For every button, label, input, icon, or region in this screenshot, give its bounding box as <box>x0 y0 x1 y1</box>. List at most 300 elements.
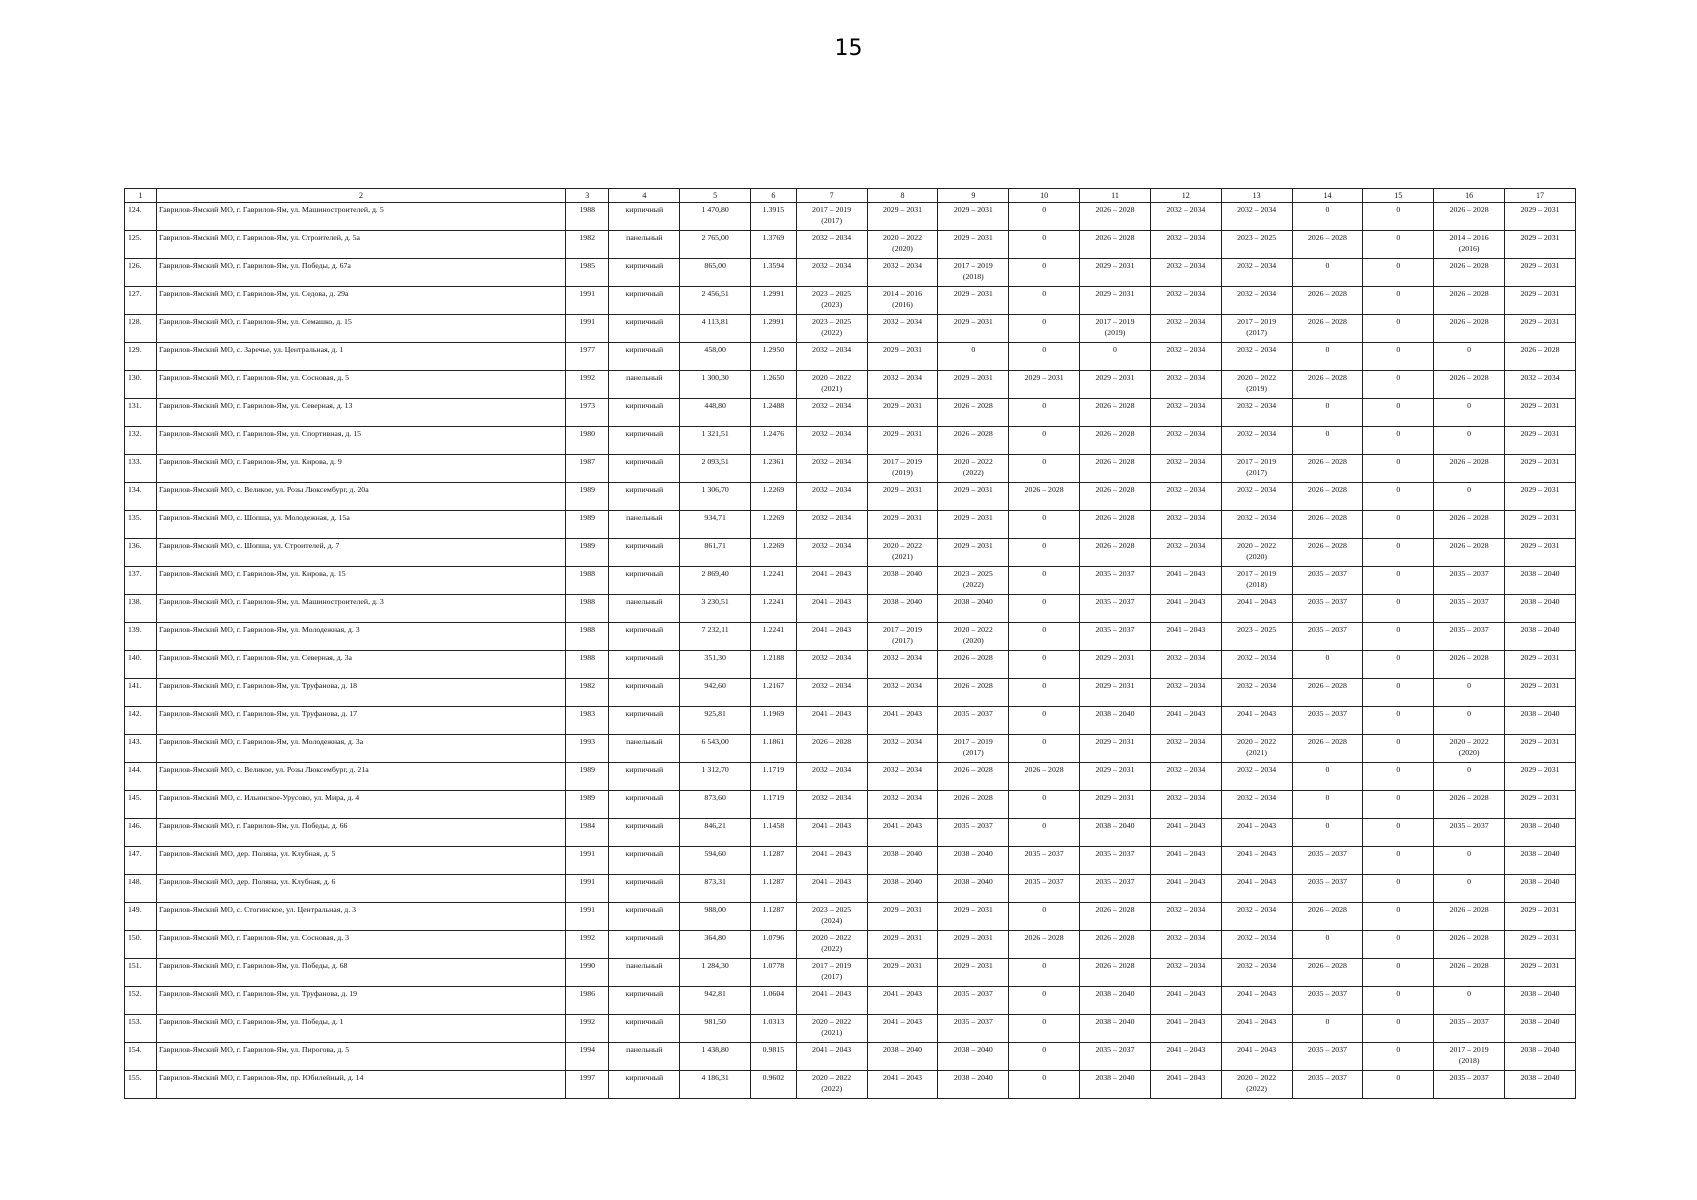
table-row <box>125 1043 1576 1071</box>
cell-col-7 <box>796 231 867 259</box>
cell-col-11 <box>1080 511 1151 539</box>
period-value: 2032 – 2034 <box>1520 373 1560 382</box>
period-value: 2017 – 2019 <box>883 625 922 634</box>
cell-col-16 <box>1434 511 1505 539</box>
cell-col-2: Гаврилов-Ямский МО, г. Гаврилов-Ям, ул. Строителей, д. 5а <box>156 231 565 259</box>
period-value: 2026 – 2028 <box>1095 205 1135 214</box>
period-value: 2041 – 2043 <box>1166 625 1206 634</box>
cell-col-3: 1990 <box>566 959 609 987</box>
cell-col-9 <box>938 539 1009 567</box>
cell-col-13 <box>1221 1071 1292 1099</box>
period-value: 2035 – 2037 <box>1095 625 1135 634</box>
cell-col-9 <box>938 343 1009 371</box>
cell-col-12 <box>1150 931 1221 959</box>
cell-col-10 <box>1009 203 1080 231</box>
cell-col-10 <box>1009 959 1080 987</box>
period-value: 0 <box>1467 345 1472 354</box>
table-body <box>125 203 1576 1099</box>
cell-col-17 <box>1505 567 1576 595</box>
period-value: 2026 – 2028 <box>1095 933 1135 942</box>
period-value: 2023 – 2025 <box>812 905 852 914</box>
cell-col-8 <box>867 847 938 875</box>
cell-col-14 <box>1292 399 1363 427</box>
period-value: 2038 – 2040 <box>953 597 993 606</box>
period-value: 2032 – 2034 <box>812 485 852 494</box>
period-value: 2038 – 2040 <box>1095 989 1135 998</box>
actual-year-value: (2018) <box>1246 580 1268 589</box>
cell-col-15: 0 <box>1363 343 1434 371</box>
cell-col-15: 0 <box>1363 567 1434 595</box>
period-value: 2032 – 2034 <box>1237 765 1277 774</box>
period-value: 2026 – 2028 <box>1449 513 1489 522</box>
period-value: 2026 – 2028 <box>1520 345 1560 354</box>
table-row <box>125 203 1576 231</box>
period-value: 2032 – 2034 <box>1237 261 1277 270</box>
cell-col-13 <box>1221 259 1292 287</box>
period-value: 2041 – 2043 <box>812 709 852 718</box>
cell-col-14 <box>1292 875 1363 903</box>
column-header-4: 4 <box>609 189 680 203</box>
cell-col-14 <box>1292 987 1363 1015</box>
cell-col-15: 0 <box>1363 763 1434 791</box>
period-value: 2032 – 2034 <box>1166 401 1206 410</box>
actual-year-value: (2022) <box>821 328 843 337</box>
actual-year-value: (2019) <box>1246 384 1268 393</box>
cell-col-9 <box>938 1071 1009 1099</box>
period-value: 2020 – 2022 <box>953 625 993 634</box>
cell-col-6: 1.1287 <box>751 847 797 875</box>
actual-year-value: (2017) <box>892 636 913 645</box>
cell-col-1: 146. <box>125 819 157 847</box>
cell-col-5: 934,71 <box>680 511 751 539</box>
period-value: 2041 – 2043 <box>1237 989 1277 998</box>
cell-col-2: Гаврилов-Ямский МО, г. Гаврилов-Ям, ул. Северная, д. 13 <box>156 399 565 427</box>
cell-col-13 <box>1221 875 1292 903</box>
cell-col-5: 2 869,40 <box>680 567 751 595</box>
cell-col-17 <box>1505 371 1576 399</box>
column-header-10: 10 <box>1009 189 1080 203</box>
cell-col-9 <box>938 903 1009 931</box>
cell-col-12 <box>1150 315 1221 343</box>
actual-year-value: (2017) <box>1246 468 1268 477</box>
period-value: 2032 – 2034 <box>1166 373 1206 382</box>
cell-col-1: 139. <box>125 623 157 651</box>
cell-col-5: 7 232,11 <box>680 623 751 651</box>
period-value: 2029 – 2031 <box>1095 765 1135 774</box>
cell-col-7 <box>796 1043 867 1071</box>
cell-col-11 <box>1080 847 1151 875</box>
cell-col-17 <box>1505 287 1576 315</box>
cell-col-3: 1973 <box>566 399 609 427</box>
period-value: 2029 – 2031 <box>953 233 993 242</box>
period-value: 2026 – 2028 <box>1307 541 1347 550</box>
cell-col-7 <box>796 707 867 735</box>
cell-col-17 <box>1505 875 1576 903</box>
period-value: 2017 – 2019 <box>953 737 993 746</box>
cell-col-14 <box>1292 511 1363 539</box>
period-value: 2020 – 2022 <box>883 233 922 242</box>
cell-col-11 <box>1080 931 1151 959</box>
cell-col-11 <box>1080 875 1151 903</box>
actual-year-value: (2018) <box>1458 1056 1480 1065</box>
period-value: 2032 – 2034 <box>1166 681 1206 690</box>
cell-col-15: 0 <box>1363 203 1434 231</box>
actual-year-value: (2017) <box>1246 328 1268 337</box>
cell-col-13 <box>1221 231 1292 259</box>
cell-col-6: 1.3769 <box>751 231 797 259</box>
cell-col-5: 594,60 <box>680 847 751 875</box>
cell-col-3: 1992 <box>566 371 609 399</box>
period-value: 2041 – 2043 <box>812 821 852 830</box>
period-value: 2038 – 2040 <box>883 877 922 886</box>
cell-col-5: 1 321,51 <box>680 427 751 455</box>
period-value: 2026 – 2028 <box>1449 289 1489 298</box>
cell-col-3: 1988 <box>566 595 609 623</box>
cell-col-10 <box>1009 511 1080 539</box>
cell-col-17 <box>1505 735 1576 763</box>
cell-col-9 <box>938 1015 1009 1043</box>
cell-col-11 <box>1080 315 1151 343</box>
cell-col-3: 1994 <box>566 1043 609 1071</box>
cell-col-8 <box>867 651 938 679</box>
period-value: 2023 – 2025 <box>1237 233 1277 242</box>
period-value: 2026 – 2028 <box>953 401 993 410</box>
period-value: 2026 – 2028 <box>1307 513 1347 522</box>
period-value: 2032 – 2034 <box>812 345 852 354</box>
cell-col-4: кирпичный <box>609 203 680 231</box>
period-value: 2035 – 2037 <box>1095 849 1135 858</box>
period-value: 2029 – 2031 <box>883 485 922 494</box>
actual-year-value: (2024) <box>821 916 843 925</box>
period-value: 2041 – 2043 <box>1237 877 1277 886</box>
cell-col-17 <box>1505 763 1576 791</box>
period-value: 2041 – 2043 <box>812 569 852 578</box>
period-value: 2038 – 2040 <box>1520 625 1560 634</box>
period-value: 0 <box>1325 793 1330 802</box>
cell-col-6: 1.2269 <box>751 483 797 511</box>
cell-col-8 <box>867 287 938 315</box>
cell-col-1: 149. <box>125 903 157 931</box>
period-value: 0 <box>1042 345 1047 354</box>
period-value: 2029 – 2031 <box>1520 401 1560 410</box>
cell-col-17 <box>1505 931 1576 959</box>
cell-col-3: 1992 <box>566 1015 609 1043</box>
cell-col-4: кирпичный <box>609 987 680 1015</box>
period-value: 2032 – 2034 <box>883 681 922 690</box>
cell-col-4: кирпичный <box>609 1071 680 1099</box>
cell-col-15: 0 <box>1363 287 1434 315</box>
cell-col-16 <box>1434 567 1505 595</box>
cell-col-17 <box>1505 203 1576 231</box>
cell-col-2: Гаврилов-Ямский МО, с. Шопша, ул. Молодежная, д. 15а <box>156 511 565 539</box>
period-value: 2035 – 2037 <box>1095 597 1135 606</box>
cell-col-6: 1.2991 <box>751 315 797 343</box>
cell-col-6: 1.1287 <box>751 903 797 931</box>
period-value: 2035 – 2037 <box>953 1017 993 1026</box>
cell-col-11 <box>1080 791 1151 819</box>
cell-col-9 <box>938 371 1009 399</box>
cell-col-1: 144. <box>125 763 157 791</box>
cell-col-10 <box>1009 763 1080 791</box>
period-value: 2032 – 2034 <box>1237 401 1277 410</box>
cell-col-5: 925,81 <box>680 707 751 735</box>
period-value: 2029 – 2031 <box>953 961 993 970</box>
cell-col-15: 0 <box>1363 1071 1434 1099</box>
period-value: 2032 – 2034 <box>1166 513 1206 522</box>
cell-col-4: кирпичный <box>609 539 680 567</box>
cell-col-12 <box>1150 791 1221 819</box>
period-value: 2038 – 2040 <box>883 569 922 578</box>
cell-col-4: кирпичный <box>609 819 680 847</box>
cell-col-12 <box>1150 595 1221 623</box>
cell-col-10 <box>1009 259 1080 287</box>
column-header-5: 5 <box>680 189 751 203</box>
cell-col-3: 1993 <box>566 735 609 763</box>
cell-col-8 <box>867 959 938 987</box>
housing-register-table <box>124 188 1576 1099</box>
cell-col-9 <box>938 679 1009 707</box>
cell-col-17 <box>1505 343 1576 371</box>
cell-col-7 <box>796 1015 867 1043</box>
cell-col-15: 0 <box>1363 315 1434 343</box>
cell-col-10 <box>1009 987 1080 1015</box>
cell-col-12 <box>1150 231 1221 259</box>
actual-year-value: (2019) <box>1104 328 1126 337</box>
cell-col-15: 0 <box>1363 735 1434 763</box>
cell-col-9 <box>938 791 1009 819</box>
period-value: 0 <box>1325 261 1330 270</box>
cell-col-17 <box>1505 1043 1576 1071</box>
cell-col-5: 3 230,51 <box>680 595 751 623</box>
period-value: 2041 – 2043 <box>1166 597 1206 606</box>
cell-col-16 <box>1434 959 1505 987</box>
period-value: 2029 – 2031 <box>1024 373 1064 382</box>
period-value: 2026 – 2028 <box>1095 401 1135 410</box>
table-row <box>125 231 1576 259</box>
period-value: 0 <box>1467 989 1472 998</box>
period-value: 0 <box>1042 429 1047 438</box>
period-value: 2029 – 2031 <box>883 401 922 410</box>
period-value: 2020 – 2022 <box>1449 737 1489 746</box>
cell-col-16 <box>1434 1015 1505 1043</box>
cell-col-12 <box>1150 819 1221 847</box>
actual-year-value: (2021) <box>1246 748 1268 757</box>
period-value: 2038 – 2040 <box>953 1045 993 1054</box>
period-value: 0 <box>1325 345 1330 354</box>
cell-col-9 <box>938 567 1009 595</box>
cell-col-4: кирпичный <box>609 427 680 455</box>
cell-col-4: кирпичный <box>609 679 680 707</box>
actual-year-value: (2021) <box>821 384 843 393</box>
period-value: 2038 – 2040 <box>1520 849 1560 858</box>
period-value: 2041 – 2043 <box>1166 989 1206 998</box>
cell-col-11 <box>1080 1043 1151 1071</box>
cell-col-3: 1989 <box>566 763 609 791</box>
period-value: 2032 – 2034 <box>1166 457 1206 466</box>
period-value: 2032 – 2034 <box>1166 205 1206 214</box>
cell-col-13 <box>1221 203 1292 231</box>
cell-col-4: кирпичный <box>609 651 680 679</box>
period-value: 2026 – 2028 <box>1449 793 1489 802</box>
table-row <box>125 343 1576 371</box>
cell-col-1: 126. <box>125 259 157 287</box>
cell-col-3: 1983 <box>566 707 609 735</box>
cell-col-6: 1.0796 <box>751 931 797 959</box>
cell-col-1: 128. <box>125 315 157 343</box>
cell-col-8 <box>867 483 938 511</box>
cell-col-10 <box>1009 819 1080 847</box>
period-value: 0 <box>1042 653 1047 662</box>
cell-col-8 <box>867 1015 938 1043</box>
table-row <box>125 511 1576 539</box>
period-value: 0 <box>1467 681 1472 690</box>
table-row <box>125 1071 1576 1099</box>
period-value: 2035 – 2037 <box>1307 1045 1347 1054</box>
cell-col-14 <box>1292 623 1363 651</box>
cell-col-8 <box>867 707 938 735</box>
period-value: 2026 – 2028 <box>1095 905 1135 914</box>
period-value: 2032 – 2034 <box>1166 345 1206 354</box>
period-value: 2032 – 2034 <box>812 681 852 690</box>
period-value: 2026 – 2028 <box>1449 261 1489 270</box>
cell-col-15: 0 <box>1363 679 1434 707</box>
column-header-13: 13 <box>1221 189 1292 203</box>
cell-col-5: 988,00 <box>680 903 751 931</box>
cell-col-8 <box>867 819 938 847</box>
period-value: 2041 – 2043 <box>883 989 922 998</box>
column-header-6: 6 <box>751 189 797 203</box>
period-value: 2020 – 2022 <box>1237 541 1277 550</box>
period-value: 2041 – 2043 <box>1166 1017 1206 1026</box>
cell-col-3: 1988 <box>566 651 609 679</box>
cell-col-6: 1.2488 <box>751 399 797 427</box>
period-value: 0 <box>1042 541 1047 550</box>
cell-col-2: Гаврилов-Ямский МО, г. Гаврилов-Ям, ул. Сосновая, д. 5 <box>156 371 565 399</box>
table-row <box>125 455 1576 483</box>
cell-col-9 <box>938 735 1009 763</box>
period-value: 2041 – 2043 <box>1237 709 1277 718</box>
cell-col-10 <box>1009 539 1080 567</box>
period-value: 2026 – 2028 <box>1449 933 1489 942</box>
cell-col-8 <box>867 343 938 371</box>
cell-col-7 <box>796 259 867 287</box>
cell-col-8 <box>867 623 938 651</box>
cell-col-7 <box>796 595 867 623</box>
cell-col-8 <box>867 875 938 903</box>
cell-col-16 <box>1434 595 1505 623</box>
cell-col-5: 942,60 <box>680 679 751 707</box>
cell-col-7 <box>796 539 867 567</box>
cell-col-4: кирпичный <box>609 483 680 511</box>
cell-col-7 <box>796 483 867 511</box>
period-value: 0 <box>1325 1017 1330 1026</box>
cell-col-3: 1997 <box>566 1071 609 1099</box>
cell-col-3: 1982 <box>566 679 609 707</box>
cell-col-12 <box>1150 399 1221 427</box>
cell-col-6: 1.2188 <box>751 651 797 679</box>
cell-col-6: 1.1458 <box>751 819 797 847</box>
period-value: 2041 – 2043 <box>812 877 852 886</box>
column-header-15: 15 <box>1363 189 1434 203</box>
cell-col-11 <box>1080 259 1151 287</box>
period-value: 0 <box>1042 905 1047 914</box>
cell-col-10 <box>1009 315 1080 343</box>
cell-col-13 <box>1221 987 1292 1015</box>
table-row <box>125 679 1576 707</box>
period-value: 2029 – 2031 <box>1520 429 1560 438</box>
period-value: 2041 – 2043 <box>812 989 852 998</box>
period-value: 0 <box>1042 569 1047 578</box>
period-value: 2026 – 2028 <box>1095 541 1135 550</box>
cell-col-14 <box>1292 483 1363 511</box>
cell-col-4: панельный <box>609 231 680 259</box>
cell-col-12 <box>1150 707 1221 735</box>
cell-col-8 <box>867 1043 938 1071</box>
period-value: 0 <box>1325 205 1330 214</box>
cell-col-8 <box>867 931 938 959</box>
period-value: 2038 – 2040 <box>883 849 922 858</box>
cell-col-11 <box>1080 679 1151 707</box>
cell-col-17 <box>1505 847 1576 875</box>
period-value: 0 <box>1042 205 1047 214</box>
period-value: 2029 – 2031 <box>1520 289 1560 298</box>
cell-col-15: 0 <box>1363 623 1434 651</box>
cell-col-4: кирпичный <box>609 1015 680 1043</box>
cell-col-8 <box>867 399 938 427</box>
cell-col-7 <box>796 735 867 763</box>
cell-col-5: 873,60 <box>680 791 751 819</box>
cell-col-13 <box>1221 287 1292 315</box>
table-row <box>125 903 1576 931</box>
period-value: 2038 – 2040 <box>1520 709 1560 718</box>
cell-col-13 <box>1221 511 1292 539</box>
period-value: 2041 – 2043 <box>1166 849 1206 858</box>
actual-year-value: (2022) <box>821 1084 843 1093</box>
table-row <box>125 791 1576 819</box>
cell-col-13 <box>1221 595 1292 623</box>
cell-col-2: Гаврилов-Ямский МО, г. Гаврилов-Ям, ул. Победы, д. 67а <box>156 259 565 287</box>
cell-col-11 <box>1080 371 1151 399</box>
column-header-9: 9 <box>938 189 1009 203</box>
cell-col-6: 1.1969 <box>751 707 797 735</box>
cell-col-2: Гаврилов-Ямский МО, г. Гаврилов-Ям, ул. Машиностроителей, д. 3 <box>156 595 565 623</box>
cell-col-3: 1989 <box>566 791 609 819</box>
cell-col-16 <box>1434 259 1505 287</box>
cell-col-14 <box>1292 1043 1363 1071</box>
period-value: 2035 – 2037 <box>1095 1045 1135 1054</box>
cell-col-12 <box>1150 987 1221 1015</box>
period-value: 2026 – 2028 <box>1449 317 1489 326</box>
cell-col-1: 140. <box>125 651 157 679</box>
cell-col-16 <box>1434 735 1505 763</box>
period-value: 2026 – 2028 <box>1024 765 1064 774</box>
period-value: 2026 – 2028 <box>1307 289 1347 298</box>
period-value: 2029 – 2031 <box>953 905 993 914</box>
cell-col-5: 2 765,00 <box>680 231 751 259</box>
cell-col-17 <box>1505 959 1576 987</box>
cell-col-3: 1988 <box>566 567 609 595</box>
cell-col-14 <box>1292 427 1363 455</box>
period-value: 0 <box>1042 681 1047 690</box>
cell-col-12 <box>1150 483 1221 511</box>
cell-col-11 <box>1080 623 1151 651</box>
period-value: 2026 – 2028 <box>812 737 852 746</box>
cell-col-2: Гаврилов-Ямский МО, с. Стогинское, ул. Центральная, д. 3 <box>156 903 565 931</box>
period-value: 2032 – 2034 <box>883 737 922 746</box>
cell-col-16 <box>1434 791 1505 819</box>
actual-year-value: (2022) <box>962 580 984 589</box>
cell-col-7 <box>796 623 867 651</box>
